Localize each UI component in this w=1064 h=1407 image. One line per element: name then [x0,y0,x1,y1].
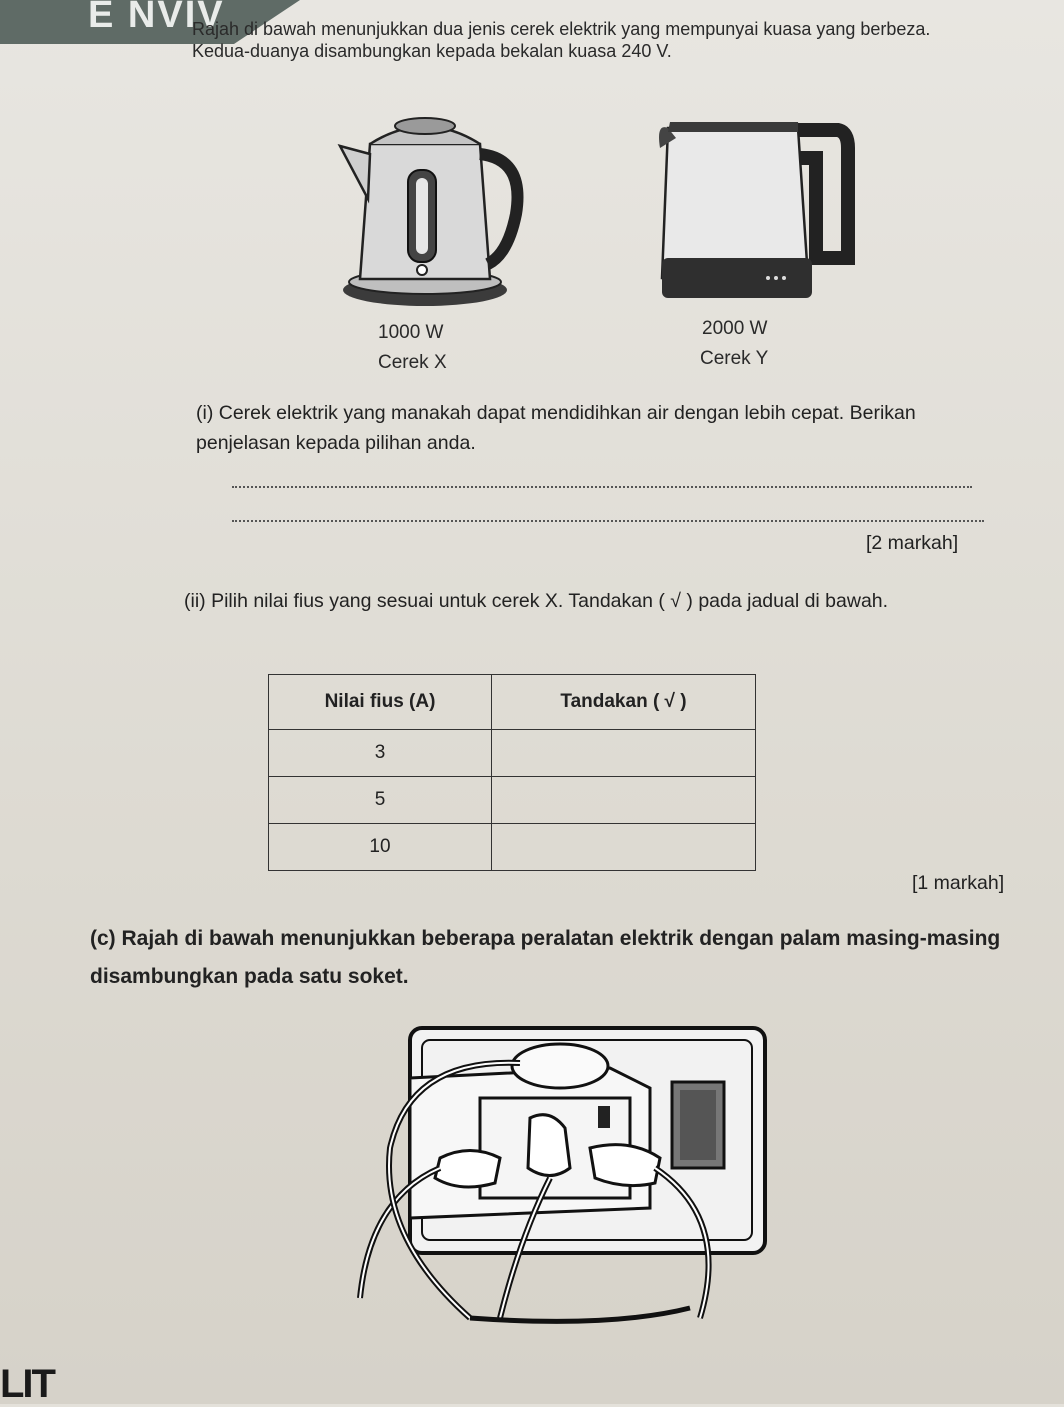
question-i: (i) Cerek elektrik yang manakah dapat mendidihkan air dengan lebih cepat. Berikan penjelasan kepada pilihan anda. [196,402,916,454]
table-row [269,824,756,871]
table-header-row [269,675,756,730]
answer-line-1[interactable] [232,486,972,488]
kettle-x-name: Cerek X [378,352,447,373]
fuse-value-cell: 3 [269,730,492,777]
question-c: (c) Rajah di bawah menunjukkan beberapa peralatan elektrik dengan palam masing-masing disambungkan pada satu soket. [90,927,1001,988]
fuse-value-cell: 5 [269,777,492,824]
tick-cell[interactable] [492,730,756,777]
kettle-x-power: 1000 W [378,322,444,343]
socket-plugs-illustration [350,1018,770,1328]
footer-corner-text: LIT [0,1362,54,1406]
table-row [269,730,756,777]
tick-cell[interactable] [492,777,756,824]
kettle-y-power: 2000 W [702,318,768,339]
kettle-y-name: Cerek Y [700,348,769,369]
kettle-x-illustration [330,104,530,314]
marks-question-ii: [1 markah] [912,872,1005,894]
fuse-value-cell: 10 [269,824,492,871]
book-edge-text: E NVIV [88,0,225,36]
intro-text: Rajah di bawah menunjukkan dua jenis cerek elektrik yang mempunyai kuasa yang berbeza. Kedua-duanya disambungkan kepada bekalan kuasa 240 V. [192,19,931,61]
header-fuse-value: Nilai fius (A) [269,675,492,730]
marks-question-i: [2 markah] [866,532,959,554]
header-tick: Tandakan ( √ ) [492,675,756,730]
answer-line-2[interactable] [232,520,984,522]
question-ii: (ii) Pilih nilai fius yang sesuai untuk cerek X. Tandakan ( √ ) pada jadual di bawah. [184,590,889,612]
kettle-y-illustration [648,108,858,308]
tick-cell[interactable] [492,824,756,871]
table-row [269,777,756,824]
fuse-table [268,674,756,871]
